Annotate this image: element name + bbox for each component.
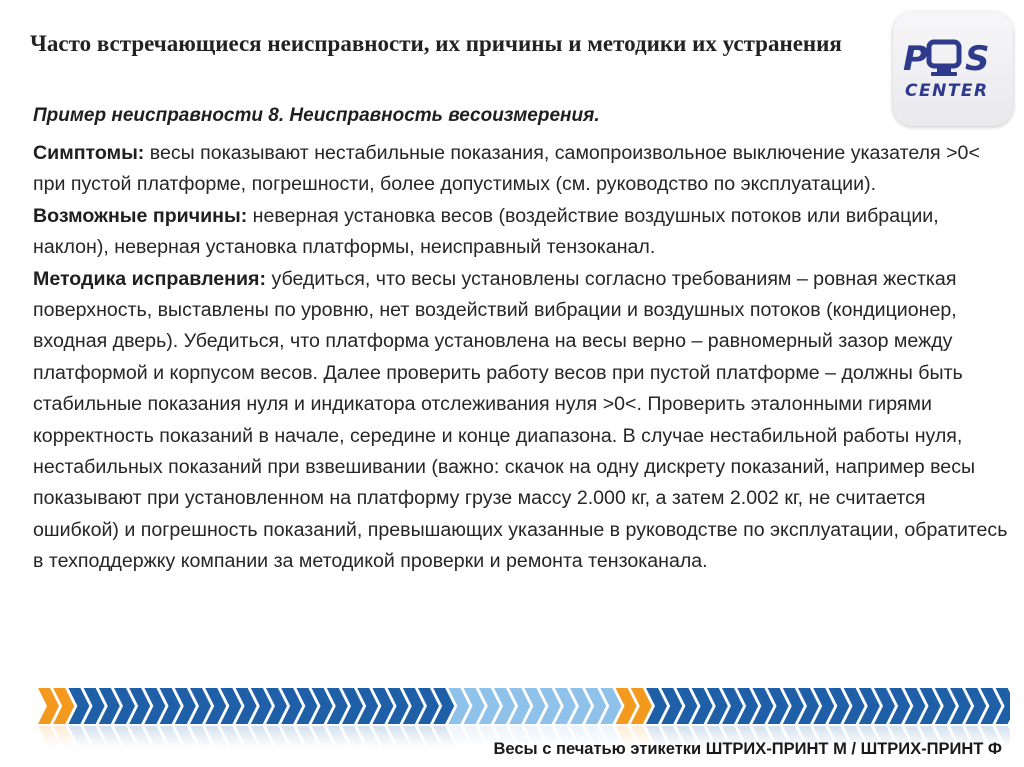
- slide-title: Часто встречающиеся неисправности, их причины и методики их устранения: [30, 31, 842, 56]
- logo-graphic: [893, 12, 1013, 126]
- body-text: [33, 138, 1008, 578]
- method-text: убедиться, что весы установлены согласно требованиям – ровная жесткая поверхность, выставлены по уровню, нет воздействий вибрации и воздушных потоков (кондиционер, входная дверь). Убедиться, что платформа установлена на весы верно – равномерный зазор между платформой и корпусом весов. Далее проверить работу весов при пустой платформе – должны быть стабильные показания нуля и индикатора отслеживания нуля >0<. Проверить эталонными гирями корректность показаний в начале, середине и конце диапазона. В случае нестабильной работы нуля, нестабильных показаний при взвешивании (важно: скачок на одну дискрету показаний, например весы показывают при установленном на платформу грузе массу 2.000 кг, а затем 2.002 кг, не считается ошибкой) и погрешность показаний, превышающих указанные в руководстве по эксплуатации, обратитесь в техподдержку компании за методикой проверки и ремонта тензоканала.: [33, 267, 1008, 573]
- symptoms-paragraph: [33, 138, 1008, 201]
- symptoms-label: Симптомы:: [33, 142, 145, 164]
- causes-text: неверная установка весов (воздействие воздушных потоков или вибрации, наклон), неверная установка платформы, неисправный тензоканал.: [33, 204, 939, 259]
- method-label: Методика исправления:: [33, 267, 266, 290]
- example-subtitle: Пример неисправности 8. Неисправность весоизмерения.: [33, 105, 600, 126]
- band-chevron: [38, 688, 59, 724]
- method-paragraph: [33, 264, 1008, 578]
- logo-letter-p: P: [903, 39, 928, 79]
- footer-product-title: Весы с печатью этикетки ШТРИХ-ПРИНТ М / ШТРИХ-ПРИНТ Ф: [493, 740, 1002, 758]
- pos-center-logo: [893, 12, 1013, 126]
- causes-label: Возможные причины:: [33, 204, 248, 227]
- chevron-band: [38, 688, 1010, 724]
- logo-center-text: CENTER: [905, 81, 989, 101]
- symptoms-text: весы показывают нестабильные показания, самопроизвольное выключение указателя >0< при пустой платформе, погрешности, более допустимых (см. руководство по эксплуатации).: [33, 142, 980, 196]
- logo-letter-s: S: [965, 39, 990, 79]
- monitor-icon: [929, 42, 959, 76]
- causes-paragraph: [33, 201, 1008, 264]
